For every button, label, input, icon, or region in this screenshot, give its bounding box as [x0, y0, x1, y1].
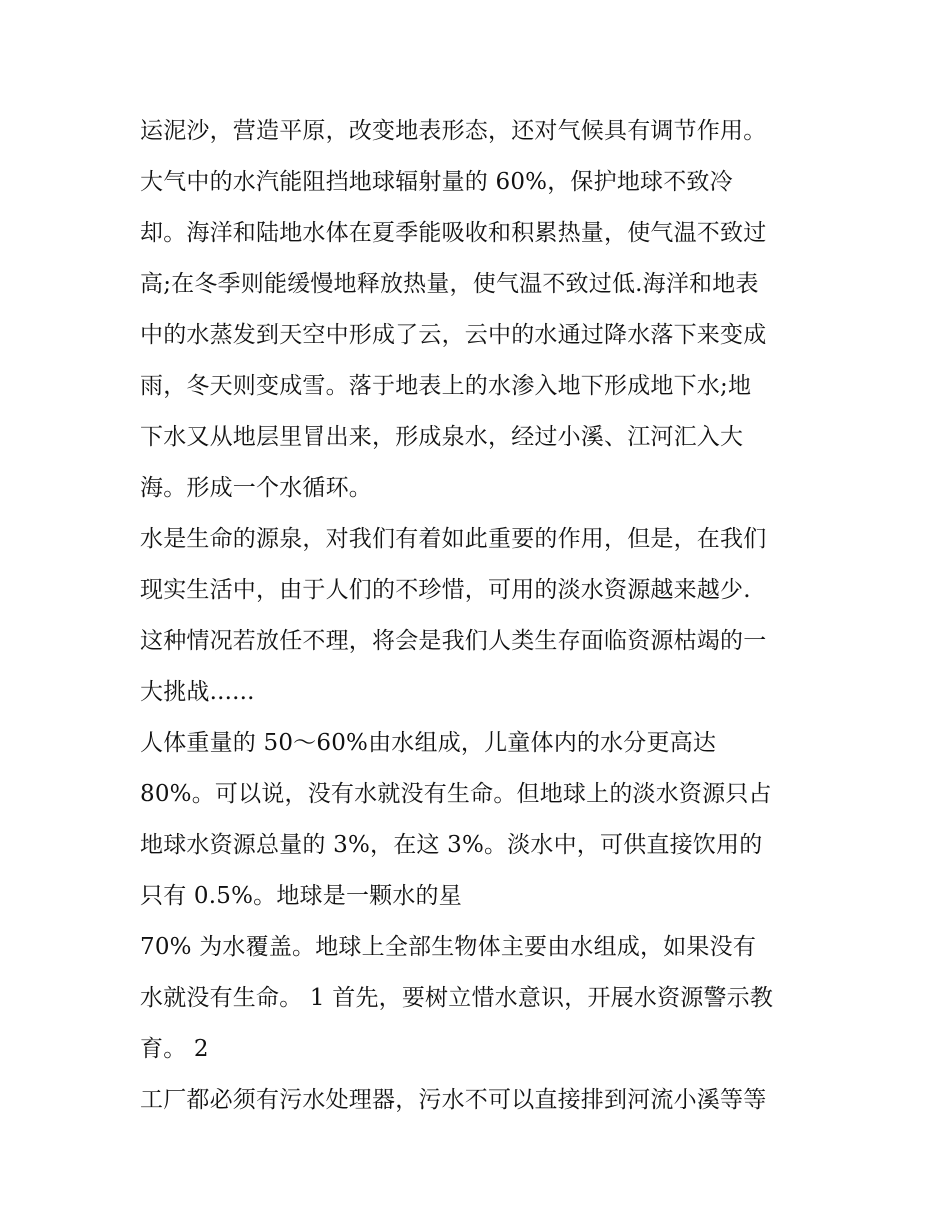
text-line: 大气中的水汽能阻挡地球辐射量的 60%，保护地球不致冷 [140, 169, 733, 195]
text-line: 中的水蒸发到天空中形成了云，云中的水通过降水落下来变成 [140, 322, 767, 348]
text-line: 80%。可以说，没有水就没有生命。但地球上的淡水资源只占 [140, 781, 772, 807]
text-line: 现实生活中，由于人们的不珍惜，可用的淡水资源越来越少. [140, 577, 751, 603]
text-line: 水就没有生命。 1 首先，要树立惜水意识，开展水资源警示教 [140, 985, 774, 1011]
text-line: 运泥沙，营造平原，改变地表形态，还对气候具有调节作用。 [140, 118, 767, 144]
text-line: 地球水资源总量的 3%，在这 3%。淡水中，可供直接饮用的 [140, 832, 763, 858]
text-line: 大挑战...... [140, 679, 255, 705]
text-line: 高;在冬季则能缓慢地释放热量，使气温不致过低.海洋和地表 [140, 271, 759, 297]
text-line: 人体重量的 50～60%由水组成，儿童体内的水分更高达 [140, 730, 717, 756]
text-line: 雨，冬天则变成雪。落于地表上的水渗入地下形成地下水;地 [140, 373, 752, 399]
text-line: 水是生命的源泉，对我们有着如此重要的作用，但是，在我们 [140, 526, 767, 552]
text-line: 海。形成一个水循环。 [140, 475, 372, 501]
text-line: 却。海洋和陆地水体在夏季能吸收和积累热量，使气温不致过 [140, 220, 767, 246]
text-line: 下水又从地层里冒出来，形成泉水，经过小溪、江河汇入大 [140, 424, 744, 450]
text-line: 70% 为水覆盖。地球上全部生物体主要由水组成，如果没有 [140, 934, 757, 960]
body-text [140, 106, 830, 1126]
text-line: 这种情况若放任不理，将会是我们人类生存面临资源枯竭的一 [140, 628, 767, 654]
text-line: 育。 2 [140, 1036, 209, 1062]
text-line: 工厂都必须有污水处理器，污水不可以直接排到河流小溪等等 [140, 1087, 767, 1113]
text-line: 只有 0.5%。地球是一颗水的星 [140, 883, 462, 909]
